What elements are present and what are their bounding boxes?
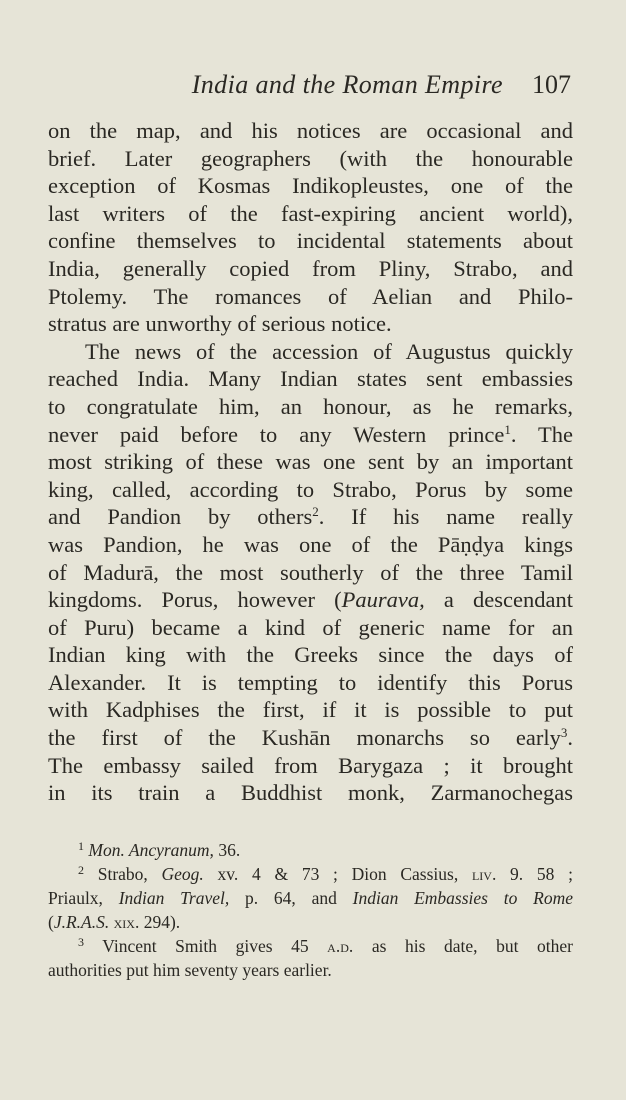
footnote-3: $^3$ Vincent Smith gives 45 a.d. as his date, but other (78, 935, 573, 956)
text-line: in its train a Buddhist monk, Zarmanochegas (48, 780, 573, 806)
text-line: of Madurā, the most southerly of the three Tamil (48, 559, 573, 585)
footnote-2: $^2$ Strabo, Geog. xv. 4 & 73 ; Dion Cassius, liv. 9. 58 ; (78, 863, 573, 884)
text-line: never paid before to any Western prince$^1$. The (48, 421, 573, 447)
text-line: king, called, according to Strabo, Porus by some (48, 476, 573, 502)
page-number: 107 (532, 70, 571, 99)
footnote-2-line: (J.R.A.S. xix. 294). (48, 912, 181, 932)
text-line: The embassy sailed from Barygaza ; it brought (48, 752, 573, 778)
footnote-3-line: authorities put him seventy years earlier. (48, 960, 332, 980)
text-line: confine themselves to incidental statements about (48, 228, 573, 254)
footnote-ref: 3 (560, 725, 568, 741)
text-line: Alexander. It is tempting to identify this Porus (48, 669, 573, 695)
footnote-ref: 2 (312, 504, 319, 520)
text-line: to congratulate him, an honour, as he remarks, (48, 393, 573, 419)
text-line: kingdoms. Porus, however (Paurava, a descendant (48, 587, 573, 613)
text-line: Ptolemy. The romances of Aelian and Philo- (48, 283, 573, 309)
text-line: and Pandion by others$^2$. If his name really (48, 504, 573, 530)
text-line: India, generally copied from Pliny, Strabo, and (48, 255, 573, 281)
text-line: on the map, and his notices are occasional and (48, 118, 573, 143)
text-line: The news of the accession of Augustus quickly (85, 338, 573, 364)
body-text (48, 117, 573, 807)
footnote-1: $^1$ Mon. Ancyranum, 36. (78, 839, 241, 860)
text-line: Indian king with the Greeks since the days of (48, 642, 573, 668)
text-line: of Puru) became a kind of generic name for an (48, 614, 573, 640)
running-title: India and the Roman Empire (191, 70, 503, 99)
text-line: exception of Kosmas Indikopleustes, one of the (48, 173, 573, 199)
text-line: stratus are unworthy of serious notice. (48, 311, 392, 337)
footnote-ref: 1 (504, 421, 511, 437)
page-header (48, 70, 573, 106)
footnote-2-line: Priaulx, Indian Travel, p. 64, and Indian Embassies to Rome (48, 888, 573, 908)
text-line: with Kadphises the first, if it is possible to put (48, 697, 573, 723)
text-line: last writers of the fast-expiring ancient world), (48, 200, 573, 226)
text-line: brief. Later geographers (with the honourable (48, 145, 573, 171)
text-line: the first of the Kushān monarchs so early$^3$. (48, 725, 573, 751)
text-line: reached India. Many Indian states sent embassies (48, 366, 573, 392)
text-line: most striking of these was one sent by an important (48, 449, 573, 475)
footnotes (48, 838, 573, 982)
text-line: was Pandion, he was one of the Pāṇḍya kings (48, 531, 573, 557)
